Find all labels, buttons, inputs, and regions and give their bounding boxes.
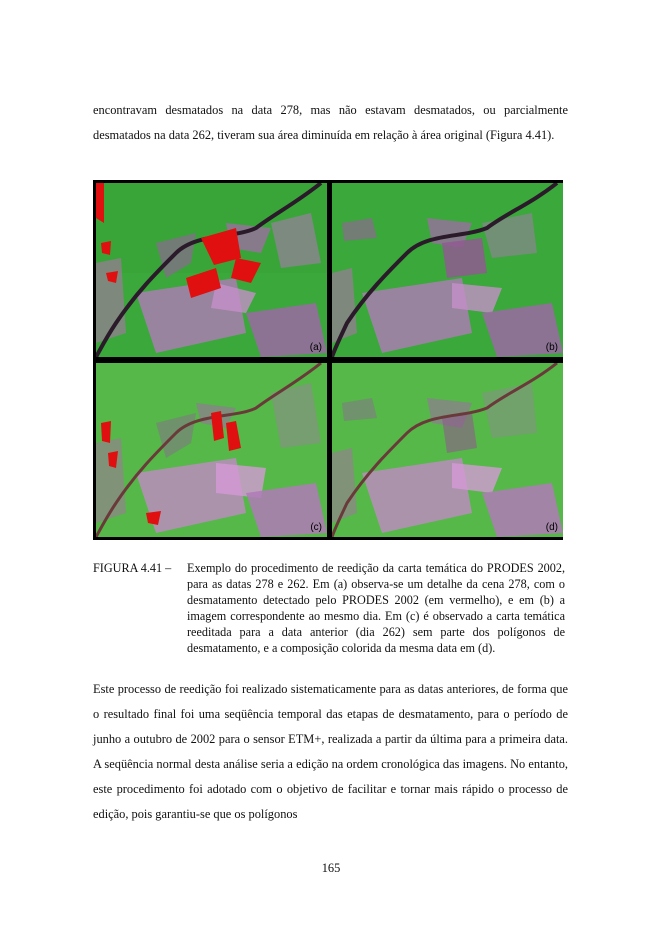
satellite-image-d	[332, 363, 563, 537]
panel-label-a: (a)	[309, 342, 322, 353]
caption-text: Exemplo do procedimento de reedição da carta temática do PRODES 2002, para as datas 278 e 262. Em (a) observa-se um detalhe da cena 278, com o desmatamento detectado pelo PRODES 2002 (em vermelho), e em (b) a imagem correspondente ao mesmo dia. Em (c) é observado a carta temática reeditada para a data anterior (dia 262) sem parte dos polígonos de desmatamento, e a composição colorida da mesma data em (d).	[187, 561, 565, 655]
panel-c	[96, 363, 327, 537]
panel-d	[332, 363, 563, 537]
caption-label: FIGURA 4.41 –	[93, 561, 172, 575]
panel-label-c: (c)	[310, 522, 322, 533]
panel-b	[332, 183, 563, 357]
satellite-image-b	[332, 183, 563, 357]
panel-label-d: (d)	[545, 522, 558, 533]
page-number: 165	[321, 861, 341, 875]
panel-a	[96, 183, 327, 357]
satellite-image-c	[96, 363, 327, 537]
body-paragraph-top: encontravam desmatados na data 278, mas não estavam desmatados, ou parcialmente desmatados na data 262, tiveram sua área diminuída em relação à área original (Figura 4.41).	[93, 103, 568, 142]
satellite-image-a	[96, 183, 327, 357]
body-paragraph-bottom: Este processo de reedição foi realizado sistematicamente para as datas anteriores, de forma que o resultado final foi uma seqüência temporal das etapas de desmatamento, para o período de junho a outubro de 2002 para o sensor ETM+, realizada a partir da última para a primeira data. A seqüência normal desta análise seria a edição na ordem cronológica das imagens. No entanto, este procedimento foi adotado com o objetivo de facilitar e tornar mais rápido o processo de edição, pois garantiu-se que os polígonos	[93, 682, 568, 821]
panel-label-b: (b)	[545, 342, 558, 353]
figure-4-41	[93, 180, 563, 540]
